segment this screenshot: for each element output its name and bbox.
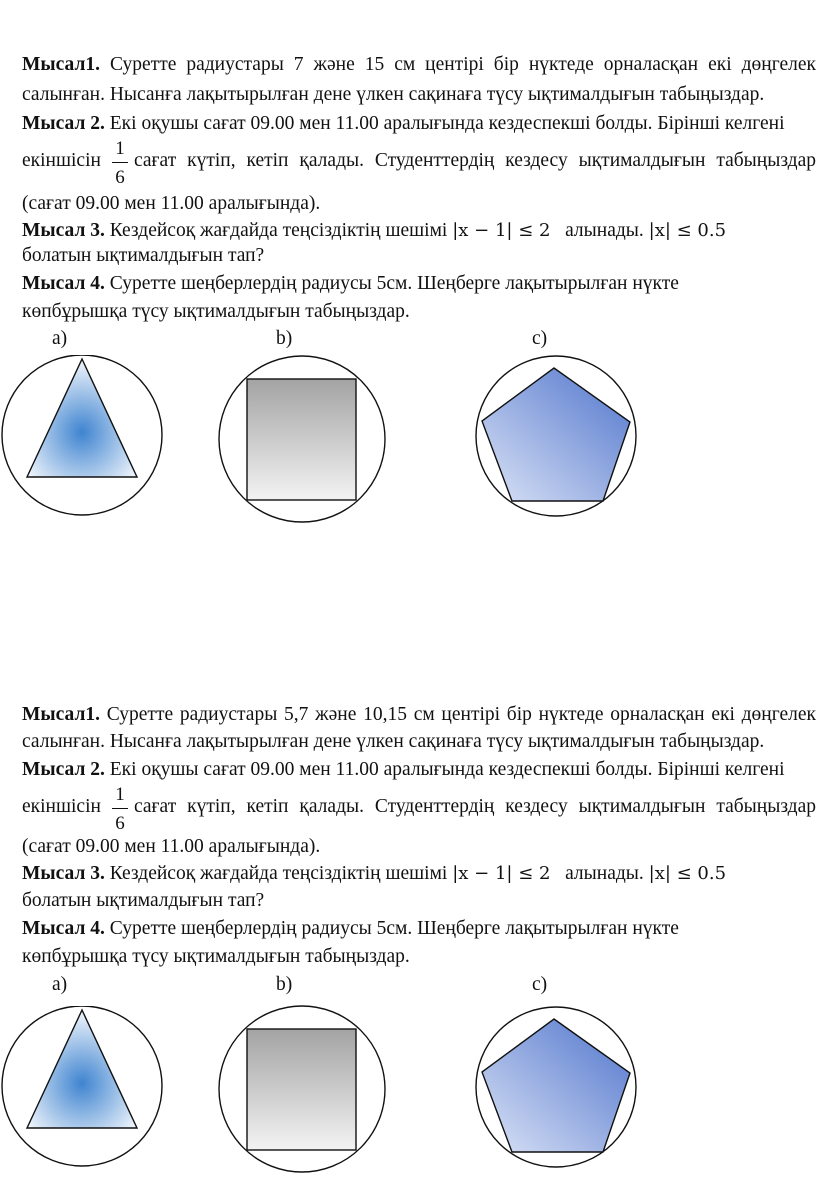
example-1-line-2: салынған. Нысанға лақытырылған дене үлкен сақинаға түсу ықтималдығын табыңыздар. [22,731,765,752]
example-2-line-1: Мысал 2. Екі оқушы сағат 09.00 мен 11.00 аралығында кездеспекші болды. Бірінші келгені [22,759,785,780]
example-2-line-3: (сағат 09.00 мен 11.00 аралығында). [22,193,321,214]
square [247,1029,356,1150]
square-in-circle-figure [218,355,388,525]
example-1-line-1: Мысал1. Суретте радиустары 5,7 және 10,15 см центірі бір нүктеде орналасқан екі дөңгелек [22,704,816,725]
square-in-circle-figure [218,1005,388,1175]
figure-label-a: a) [52,328,68,349]
figure-label-c: c) [532,974,548,995]
triangle [27,1010,137,1128]
inequality-1: |x − 1| ≤ 2 [452,863,551,884]
example-3-line-1: Мысал 3. Кездейсоқ жағдайда теңсіздіктің шешімі |x − 1| ≤ 2 алынады. |x| ≤ 0.5 [22,220,727,241]
fraction-one-sixth: 1 6 [112,785,128,833]
example-3-line-1: Мысал 3. Кездейсоқ жағдайда теңсіздіктің шешімі |x − 1| ≤ 2 алынады. |x| ≤ 0.5 [22,863,727,884]
triangle-in-circle-figure [0,1006,170,1171]
example-4-line-2: көпбұрышқа түсу ықтималдығын табыңыздар. [22,946,410,967]
example-3-title: Мысал 3. [22,220,105,241]
pentagon-in-circle-figure [472,1003,642,1173]
figure-label-a: a) [52,974,68,995]
example-3-line-2: болатын ықтималдығын тап? [22,245,265,266]
example-4-line-2: көпбұрышқа түсу ықтималдығын табыңыздар. [22,301,410,322]
example-2-title: Мысал 2. [22,759,105,780]
fraction-one-sixth: 1 6 [112,139,128,187]
example-2-line-3: (сағат 09.00 мен 11.00 аралығында). [22,836,321,857]
inequality-2: |x| ≤ 0.5 [648,863,727,884]
example-2-title: Мысал 2. [22,113,105,134]
example-2-line-2a: екіншісін [22,150,101,171]
example-1-line-2: салынған. Нысанға лақытырылған дене үлкен сақинаға түсу ықтималдығын табыңыздар. [22,84,765,105]
figure-label-b: b) [276,328,293,349]
square [247,379,356,500]
example-4-line-1: Мысал 4. Суретте шеңберлердің радиусы 5см. Шеңберге лақытырылған нүкте [22,273,679,294]
example-1-title: Мысал1. [22,54,101,75]
example-4-title: Мысал 4. [22,273,105,294]
triangle [27,359,137,477]
triangle-in-circle-figure [0,355,170,520]
example-2-line-2b: сағат күтіп, кетіп қалады. Студенттердің кездесу ықтималдығын табыңыздар [134,796,816,817]
pentagon [482,368,630,501]
example-4-title: Мысал 4. [22,918,105,939]
example-2-line-1: Мысал 2. Екі оқушы сағат 09.00 мен 11.00 аралығында кездеспекші болды. Бірінші келгені [22,113,785,134]
figure-label-c: c) [532,328,548,349]
example-2-line-2b: сағат күтіп, кетіп қалады. Студенттердің кездесу ықтималдығын табыңыздар [134,150,816,171]
pentagon [482,1019,630,1152]
example-1-title: Мысал1. [22,704,101,725]
inequality-2: |x| ≤ 0.5 [648,220,727,241]
pentagon-in-circle-figure [472,352,642,522]
example-1-line-1: Мысал1. Суретте радиустары 7 және 15 см центірі бір нүктеде орналасқан екі дөңгелек [22,54,816,75]
inequality-1: |x − 1| ≤ 2 [452,220,551,241]
example-2-line-2a: екіншісін [22,796,101,817]
example-3-line-2: болатын ықтималдығын тап? [22,890,265,911]
example-4-line-1: Мысал 4. Суретте шеңберлердің радиусы 5см. Шеңберге лақытырылған нүкте [22,918,679,939]
example-3-title: Мысал 3. [22,863,105,884]
figure-label-b: b) [276,974,293,995]
